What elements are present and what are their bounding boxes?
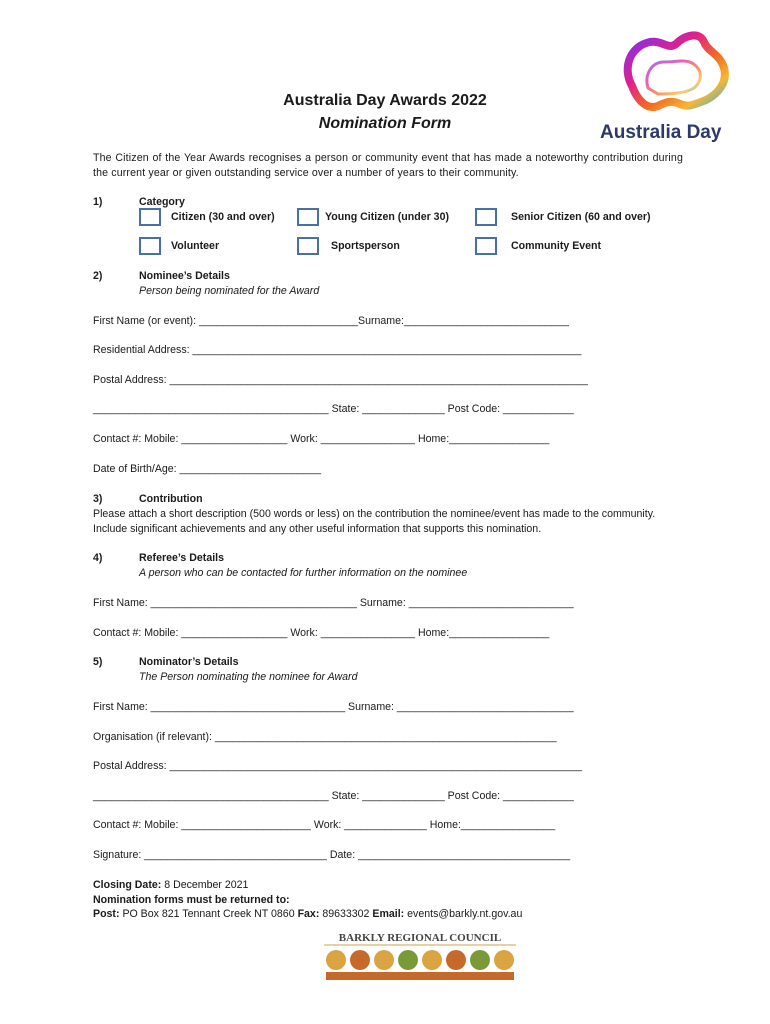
email-label: Email:	[372, 908, 405, 920]
logo-text: Australia Day	[600, 122, 722, 143]
referee-name-field[interactable]: First Name: ___________________________________ Surname: ____________________________	[93, 597, 574, 609]
closing-date-label: Closing Date:	[93, 879, 162, 891]
section-1-number: 1)	[93, 196, 103, 208]
page-title: Australia Day Awards 2022	[283, 92, 487, 109]
label-young-citizen: Young Citizen (under 30)	[325, 211, 449, 223]
label-community-event: Community Event	[511, 240, 602, 252]
section-1-title: Category	[139, 196, 185, 208]
checkbox-volunteer[interactable]	[139, 237, 161, 255]
barkly-regional-council-logo	[322, 930, 518, 982]
section-2-subtitle: Person being nominated for the Award	[139, 285, 320, 297]
contribution-text: Please attach a short description (500 words or less) on the contribution the nominee/event has made to the community. Include significant achievements and any other useful information that supports this nomination.	[93, 508, 656, 535]
post-label: Post:	[93, 908, 120, 920]
checkbox-senior-citizen[interactable]	[475, 208, 497, 226]
section-4-subtitle: A person who can be contacted for further information on the nominee	[139, 567, 468, 579]
checkbox-young-citizen[interactable]	[297, 208, 319, 226]
label-senior-citizen: Senior Citizen (60 and over)	[511, 211, 651, 223]
referee-contact-field[interactable]: Contact #: Mobile: __________________ Work: ________________ Home:_________________	[93, 627, 550, 639]
contact-details	[93, 908, 522, 920]
nominee-postal-address-field[interactable]: Postal Address: _______________________________________________________________________	[93, 374, 588, 386]
intro-text: The Citizen of the Year Awards recognises a person or community event that has made a noteworthy contribution during the current year or given outstanding service over a number of years to their community.	[93, 152, 683, 179]
nominator-organisation-field[interactable]: Organisation (if relevant): __________________________________________________________	[93, 731, 557, 743]
closing-date	[93, 879, 248, 891]
council-name: BARKLY REGIONAL COUNCIL	[338, 932, 502, 944]
nominee-name-field[interactable]: First Name (or event): ___________________________Surname:____________________________	[93, 315, 569, 327]
label-sportsperson: Sportsperson	[331, 240, 400, 252]
nominee-dob-field[interactable]: Date of Birth/Age: ________________________	[93, 463, 321, 475]
section-5-title: Nominator’s Details	[139, 656, 239, 668]
label-citizen: Citizen (30 and over)	[171, 211, 275, 223]
nominator-contact-field[interactable]: Contact #: Mobile: ______________________ Work: ______________ Home:________________	[93, 819, 556, 831]
nominator-name-field[interactable]: First Name: _________________________________ Surname: ______________________________	[93, 701, 574, 713]
section-3-number: 3)	[93, 493, 103, 505]
section-3-title: Contribution	[139, 493, 203, 505]
nominee-residential-address-field[interactable]: Residential Address: __________________________________________________________________	[93, 344, 582, 356]
closing-date-value: 8 December 2021	[164, 879, 249, 891]
nominee-contact-field[interactable]: Contact #: Mobile: __________________ Work: ________________ Home:_________________	[93, 433, 550, 445]
section-5-subtitle: The Person nominating the nominee for Award	[139, 671, 358, 683]
page-subtitle: Nomination Form	[318, 115, 452, 132]
checkbox-community-event[interactable]	[475, 237, 497, 255]
nominator-state-postcode-field[interactable]: ________________________________________ State: ______________ Post Code: ____________	[93, 790, 574, 802]
section-2-number: 2)	[93, 270, 103, 282]
nominator-postal-address-field[interactable]: Postal Address: ______________________________________________________________________	[93, 760, 582, 772]
nominator-signature-date-field[interactable]: Signature: _______________________________ Date: ____________________________________	[93, 849, 571, 861]
section-4-title: Referee’s Details	[139, 552, 224, 564]
email-value[interactable]: events@barkly.nt.gov.au	[407, 908, 523, 920]
label-volunteer: Volunteer	[171, 240, 220, 252]
checkbox-citizen[interactable]	[139, 208, 161, 226]
nominee-state-postcode-field[interactable]: ________________________________________ State: ______________ Post Code: ____________	[93, 403, 574, 415]
section-2-title: Nominee’s Details	[139, 270, 230, 282]
checkbox-sportsperson[interactable]	[297, 237, 319, 255]
return-instructions: Nomination forms must be returned to:	[93, 894, 290, 906]
section-4-number: 4)	[93, 552, 103, 564]
post-value: PO Box 821 Tennant Creek NT 0860	[122, 908, 295, 920]
fax-value: 89633302	[322, 908, 370, 920]
fax-label: Fax:	[297, 908, 320, 920]
section-5-number: 5)	[93, 656, 103, 668]
